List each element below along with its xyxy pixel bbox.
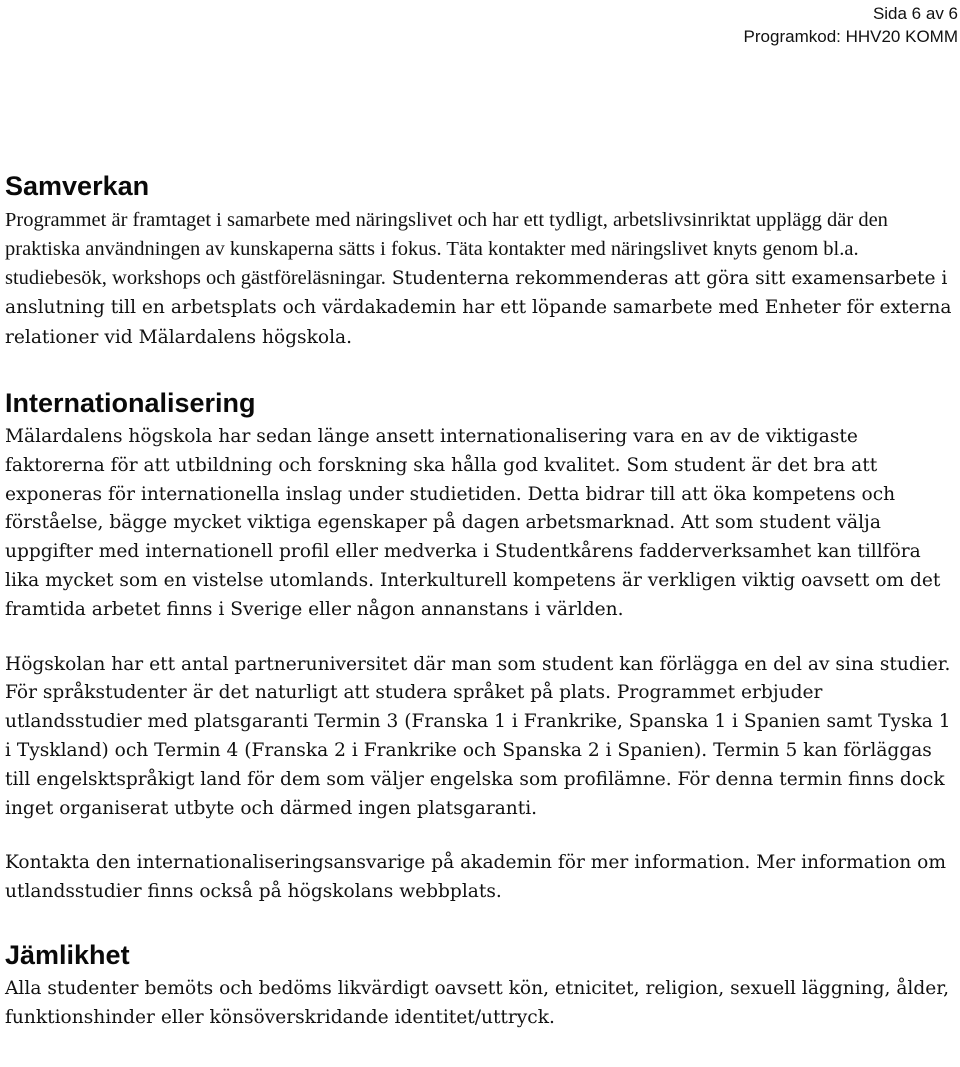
samverkan-paragraph-part1: Programmet är framtaget i samarbete med näringslivet och har ett tydligt, arbetslivsinriktat upplägg där den praktiska användningen av kunskaperna sätts i fokus. Täta kontakter med näringslivet knyts genom bl.a. studiebesök, workshops och gästföreläsningar. — [5, 209, 888, 289]
internationalisering-paragraph-3: Kontakta den internationaliseringsansvarige på akademin för mer information. Mer information om utlandsstudier finns också på högskolans webbplats. — [5, 852, 946, 903]
document-body — [5, 170, 953, 1033]
section-heading-jamlikhet: Jämlikhet — [5, 939, 130, 970]
jamlikhet-paragraph: Alla studenter bemöts och bedöms likvärdigt oavsett kön, etnicitet, religion, sexuell läggning, ålder, funktionshinder eller könsöverskridande identitet/uttryck. — [5, 977, 950, 1028]
section-jamlikhet — [5, 939, 953, 1033]
section-samverkan — [5, 170, 953, 353]
program-code: Programkod: HHV20 KOMM — [743, 27, 958, 46]
internationalisering-paragraph-1: Mälardalens högskola har sedan länge ansett internationalisering vara en av de viktigaste faktorerna för att utbildning och forskning ska hålla god kvalitet. Som student är det bra att exponeras för internationella inslag under studietiden. Detta bidrar till att öka kompetens och förståelse, bägge mycket viktiga egenskaper på dagen arbetsmarknad. Att som student välja uppgifter med internationell profil eller medverka i Studentkårens fadderverksamhet kan tillföra lika mycket som en vistelse utomlands. Interkulturell kompetens är verkligen viktig oavsett om det framtida arbetet finns i Sverige eller någon annanstans i världen. — [5, 425, 941, 620]
section-internationalisering — [5, 387, 953, 907]
section-heading-samverkan: Samverkan — [5, 171, 150, 201]
internationalisering-paragraph-2: Högskolan har ett antal partneruniversitet där man som student kan förlägga en del av sina studier. För språkstudenter är det naturligt att studera språket på plats. Programmet erbjuder utlandsstudier med platsgaranti Termin 3 (Franska 1 i Frankrike, Spanska 1 i Spanien samt Tyska 1 i Tyskland) och Termin 4 (Franska 2 i Frankrike och Spanska 2 i Spanien). Termin 5 kan förläggas till engelsktspråkigt land för dem som väljer engelska som profilämne. För denna termin finns dock inget organiserat utbyte och därmed ingen platsgaranti. — [5, 653, 951, 819]
page-number: Sida 6 av 6 — [872, 4, 958, 23]
samverkan-paragraph-part2: Studenterna rekommenderas att göra sitt examensarbete i anslutning till en arbetsplats och värdakademin har ett löpande samarbete med Enheter för externa relationer vid Mälardalens högskola. — [5, 267, 952, 349]
section-heading-internationalisering: Internationalisering — [5, 387, 256, 418]
samverkan-paragraph — [5, 206, 953, 353]
page-header — [744, 2, 958, 48]
